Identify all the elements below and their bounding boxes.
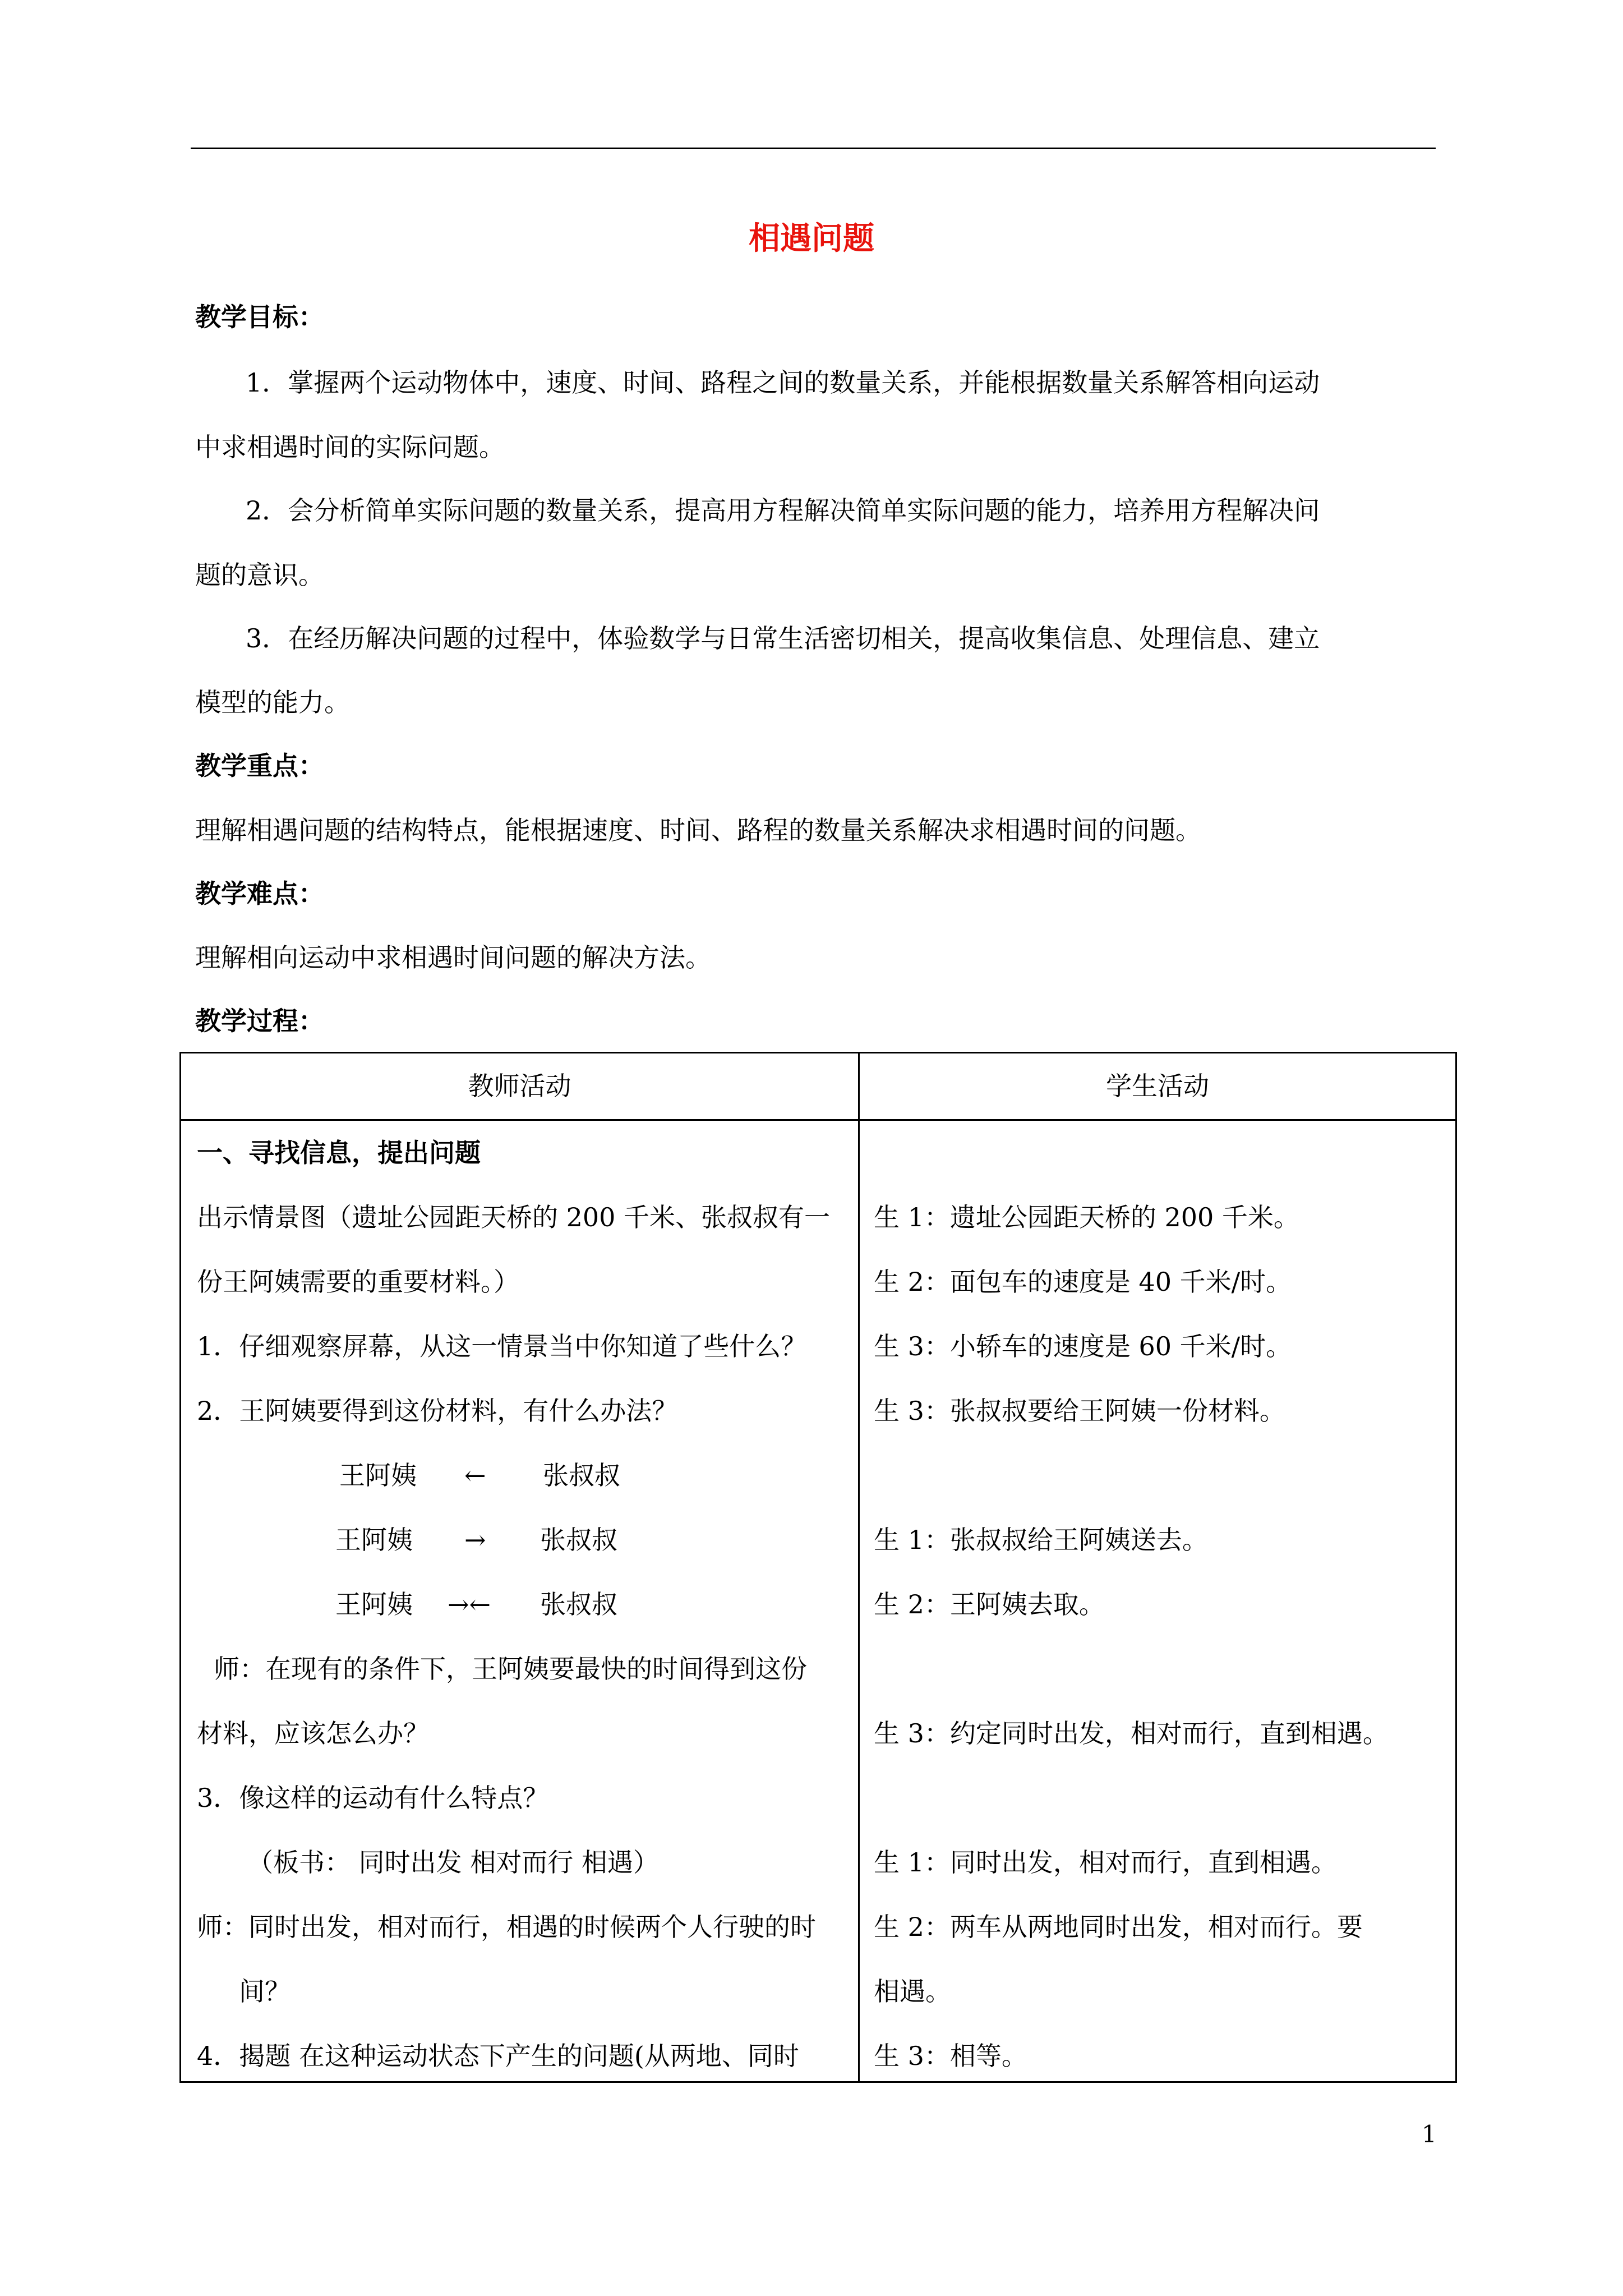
student-line: 生 2：两车从两地同时出发，相对而行。要 — [874, 1912, 1363, 1942]
teacher-line: 师：在现有的条件下，王阿姨要最快的时间得到这份 — [214, 1654, 807, 1684]
diagram-person-right: 张叔叔 — [540, 1525, 617, 1555]
difficulty-heading: 教学难点： — [195, 878, 324, 909]
diagram-person-left: 王阿姨 — [339, 1460, 417, 1490]
student-line: 生 2：王阿姨去取。 — [874, 1589, 1105, 1619]
teacher-line: 1．仔细观察屏幕，从这一情景当中你知道了些什么？ — [197, 1331, 807, 1361]
teacher-line: 间？ — [239, 1976, 291, 2007]
student-line: 生 1：张叔叔给王阿姨送去。 — [874, 1525, 1208, 1555]
header-student-activity: 学生活动 — [1106, 1071, 1209, 1101]
objective-3-line1: 3．在经历解决问题的过程中，体验数学与日常生活密切相关，提高收集信息、处理信息、建立 — [246, 623, 1320, 654]
student-line: 生 1：同时出发，相对而行，直到相遇。 — [874, 1847, 1337, 1878]
diagram-person-right: 张叔叔 — [540, 1589, 617, 1619]
teacher-line: 2．王阿姨要得到这份材料，有什么办法？ — [197, 1396, 678, 1426]
difficulty-text: 理解相向运动中求相遇时间问题的解决方法。 — [195, 942, 711, 973]
student-line: 生 1：遗址公园距天桥的 200 千米。 — [874, 1202, 1299, 1232]
teacher-section-title: 一、寻找信息，提出问题 — [197, 1138, 481, 1168]
objective-1-line2: 中求相遇时间的实际问题。 — [195, 432, 505, 462]
objective-2-line2: 题的意识。 — [195, 560, 324, 590]
page-number: 1 — [1422, 2120, 1437, 2148]
process-heading: 教学过程： — [195, 1006, 324, 1036]
teacher-line: 材料，应该怎么办？ — [197, 1718, 429, 1749]
objective-1-line1: 1．掌握两个运动物体中，速度、时间、路程之间的数量关系，并能根据数量关系解答相向运动 — [246, 367, 1320, 398]
diagram-person-left: 王阿姨 — [335, 1525, 413, 1555]
process-table — [179, 1052, 1457, 2083]
teacher-line: 出示情景图（遗址公园距天桥的 200 千米、张叔叔有一 — [197, 1202, 831, 1232]
header-teacher-activity: 教师活动 — [468, 1071, 571, 1101]
key-heading: 教学重点： — [195, 751, 324, 781]
student-line: 生 3：约定同时出发，相对而行，直到相遇。 — [874, 1718, 1389, 1749]
objective-3-line2: 模型的能力。 — [195, 687, 350, 717]
objective-2-line1: 2．会分析简单实际问题的数量关系，提高用方程解决简单实际问题的能力，培养用方程解决问 — [246, 495, 1320, 526]
left-arrow-icon: ← — [464, 1460, 486, 1490]
table-column-divider — [858, 1053, 860, 2081]
teacher-line: 份王阿姨需要的重要材料。） — [197, 1267, 519, 1297]
page-title: 相遇问题 — [749, 220, 874, 257]
teacher-line: 4．揭题 在这种运动状态下产生的问题(从两地、同时 — [197, 2041, 799, 2071]
right-arrow-icon: → — [464, 1525, 486, 1555]
student-line: 生 3：小轿车的速度是 60 千米/时。 — [874, 1331, 1292, 1361]
key-text: 理解相遇问题的结构特点，能根据速度、时间、路程的数量关系解决求相遇时间的问题。 — [195, 815, 1201, 845]
student-line: 生 2：面包车的速度是 40 千米/时。 — [874, 1267, 1292, 1297]
converging-arrows-icon: →← — [448, 1589, 491, 1619]
student-line: 生 3：相等。 — [874, 2041, 1027, 2071]
table-header-divider — [181, 1119, 1455, 1121]
diagram-person-right: 张叔叔 — [543, 1460, 620, 1490]
objectives-heading: 教学目标： — [195, 302, 324, 332]
diagram-person-left: 王阿姨 — [335, 1589, 413, 1619]
teacher-line: 师：同时出发，相对而行，相遇的时候两个人行驶的时 — [197, 1912, 816, 1942]
student-line: 相遇。 — [874, 1976, 951, 2007]
header-rule — [191, 148, 1436, 149]
student-line: 生 3：张叔叔要给王阿姨一份材料。 — [874, 1396, 1285, 1426]
teacher-line: （板书： 同时出发 相对而行 相遇） — [247, 1847, 659, 1878]
teacher-line: 3．像这样的运动有什么特点？ — [197, 1783, 549, 1813]
